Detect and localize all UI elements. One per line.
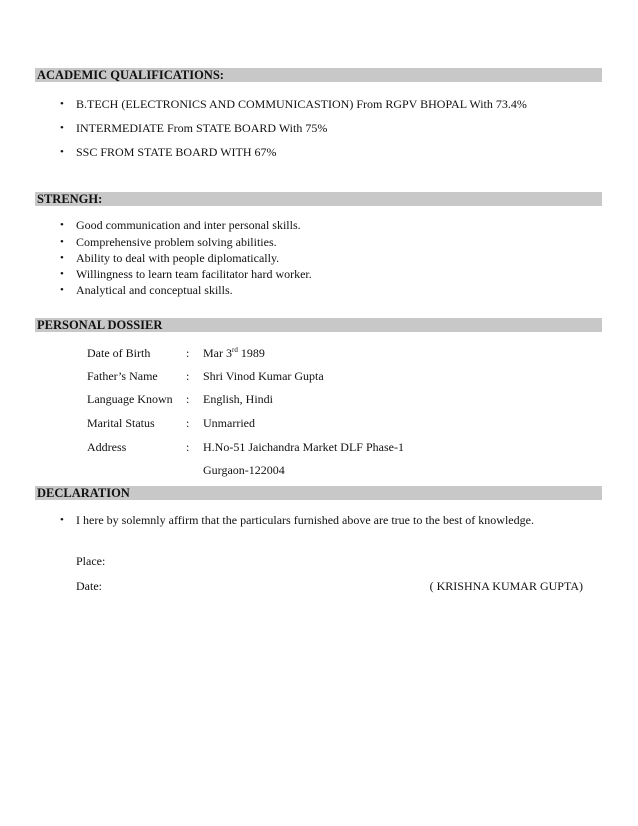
bullet-icon: • <box>60 284 64 296</box>
language-value: English, Hindi <box>203 392 274 406</box>
bullet-icon: • <box>60 268 64 280</box>
father-label: Father’s Name <box>87 369 158 383</box>
separator: : <box>186 416 190 430</box>
bullet-icon: • <box>60 122 64 134</box>
separator: : <box>186 440 190 454</box>
bullet-icon: • <box>60 236 64 248</box>
address-label: Address <box>87 440 127 454</box>
declaration-text: I here by solemnly affirm that the particulars furnished above are true to the best of knowledge. <box>76 513 534 527</box>
language-label: Language Known <box>87 392 173 406</box>
strength-item-text: Good communication and inter personal skills. <box>76 218 301 232</box>
section-header-academic: ACADEMIC QUALIFICATIONS: <box>35 68 602 82</box>
marital-value: Unmarried <box>203 416 255 430</box>
section-header-strength: STRENGH: <box>35 192 602 206</box>
place-label: Place: <box>76 554 106 568</box>
address-line-2: Gurgaon-122004 <box>203 463 285 477</box>
academic-item-text: INTERMEDIATE From STATE BOARD With 75% <box>76 121 328 135</box>
separator: : <box>186 346 190 360</box>
bullet-icon: • <box>60 514 64 526</box>
address-line-1: H.No-51 Jaichandra Market DLF Phase-1 <box>203 440 404 454</box>
marital-label: Marital Status <box>87 416 155 430</box>
bullet-icon: • <box>60 146 64 158</box>
separator: : <box>186 392 190 406</box>
bullet-icon: • <box>60 98 64 110</box>
section-header-dossier: PERSONAL DOSSIER <box>35 318 602 332</box>
dob-suffix: rd <box>232 346 238 354</box>
academic-item-text: SSC FROM STATE BOARD WITH 67% <box>76 145 277 159</box>
bullet-icon: • <box>60 252 64 264</box>
date-label: Date: <box>76 579 102 593</box>
strength-item-text: Comprehensive problem solving abilities. <box>76 235 277 249</box>
strength-item-text: Ability to deal with people diplomatically. <box>76 251 280 265</box>
strength-item-text: Willingness to learn team facilitator hard worker. <box>76 267 312 281</box>
academic-item-text: B.TECH (ELECTRONICS AND COMMUNICASTION) From RGPV BHOPAL With 73.4% <box>76 97 527 111</box>
signature-name: ( KRISHNA KUMAR GUPTA) <box>429 579 583 593</box>
bullet-icon: • <box>60 219 64 231</box>
dob-value: Mar 3rd 1989 <box>203 346 265 360</box>
section-header-declaration: DECLARATION <box>35 486 602 500</box>
dob-label: Date of Birth <box>87 346 151 360</box>
separator: : <box>186 369 190 383</box>
father-value: Shri Vinod Kumar Gupta <box>203 369 324 383</box>
strength-item-text: Analytical and conceptual skills. <box>76 283 233 297</box>
